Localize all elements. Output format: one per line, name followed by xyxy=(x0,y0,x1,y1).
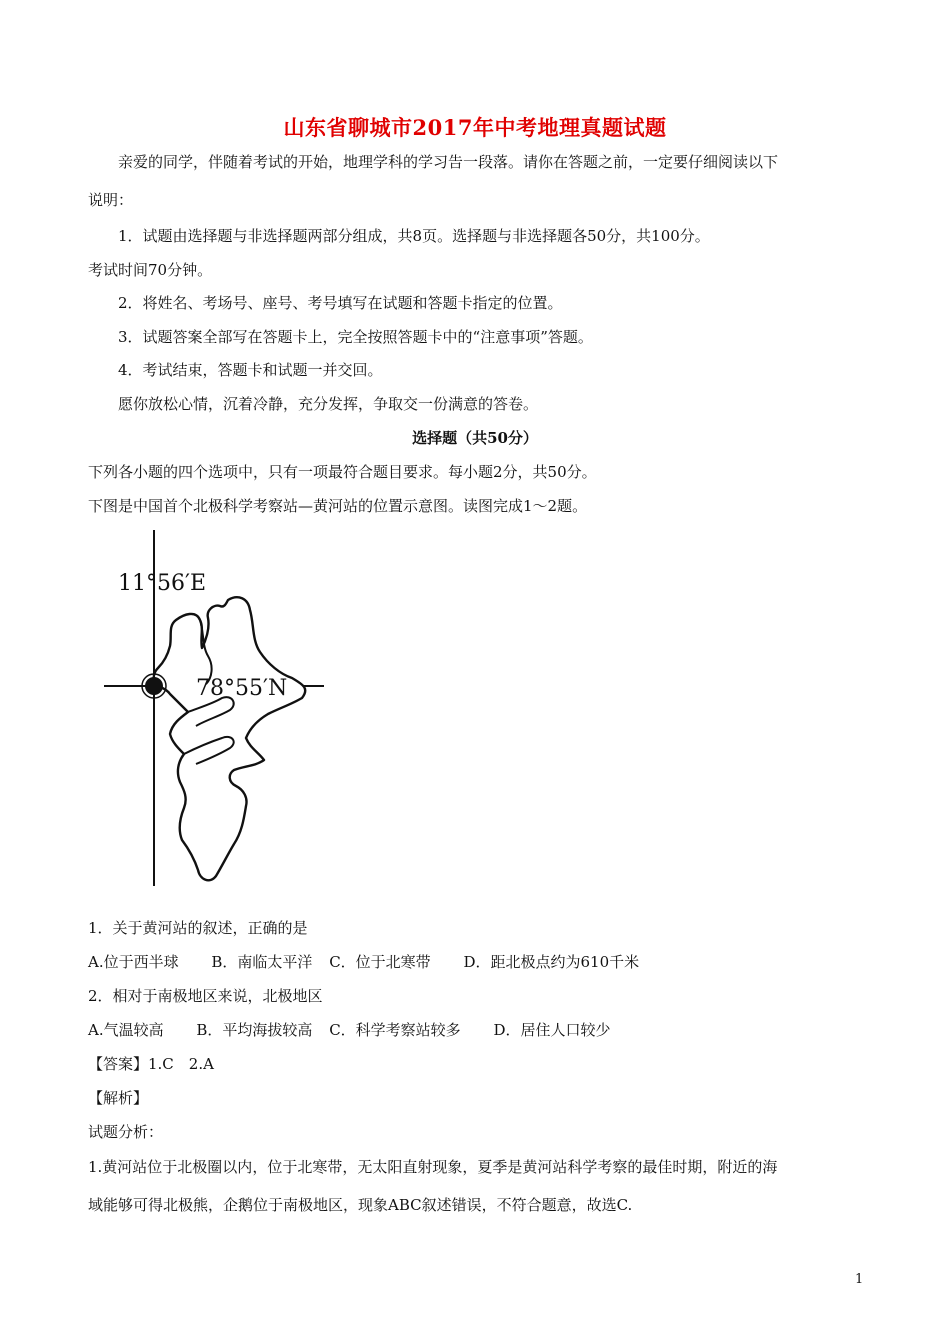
option-a: A.位于西半球 xyxy=(88,953,179,971)
instruction-item-4: 4．考试结束，答题卡和试题一并交回。 xyxy=(118,361,383,379)
latitude-label: 78°55′N xyxy=(196,676,288,701)
question-2-stem: 2．相对于南极地区来说，北极地区 xyxy=(88,987,323,1005)
page-number: 1 xyxy=(855,1272,864,1287)
analysis-line-1: 1.黄河站位于北极圈以内，位于北寒带，无太阳直射现象，夏季是黄河站科学考察的最佳时期，附近的海 xyxy=(88,1158,778,1176)
huanghe-station-map xyxy=(88,528,338,888)
instruction-item-1-cont: 考试时间70分钟。 xyxy=(88,261,213,279)
option-b: B．南临太平洋 xyxy=(211,953,313,971)
section-instruction: 下列各小题的四个选项中，只有一项最符合题目要求。每小题2分，共50分。 xyxy=(88,463,597,481)
analysis-line-2: 域能够可得北极熊，企鹅位于南极地区，现象ABC叙述错误，不符合题意，故选C. xyxy=(88,1196,633,1214)
analysis-intro: 试题分析： xyxy=(88,1123,164,1141)
section-heading: 选择题（共50分） xyxy=(412,429,538,447)
option-b: B．平均海拔较高 xyxy=(196,1021,313,1039)
answer-line: 【答案】1.C 2.A xyxy=(88,1055,214,1073)
instruction-item-1: 1．试题由选择题与非选择题两部分组成，共8页。选择题与非选择题各50分，共100分。 xyxy=(118,227,710,245)
option-c: C．科学考察站较多 xyxy=(329,1021,461,1039)
page-title: 山东省聊城市2017年中考地理真题试题 xyxy=(283,115,667,140)
intro-line-2: 说明： xyxy=(88,191,134,209)
instruction-item-3: 3．试题答案全部写在答题卡上，完全按照答题卡中的“注意事项”答题。 xyxy=(118,328,593,346)
question-2-options xyxy=(88,1020,611,1040)
island-outline xyxy=(154,597,305,880)
option-a: A.气温较高 xyxy=(88,1021,164,1039)
analysis-heading: 【解析】 xyxy=(88,1089,149,1107)
longitude-label: 11°56′E xyxy=(118,571,207,596)
option-d: D．距北极点约为610千米 xyxy=(463,953,640,971)
intro-line-1: 亲爱的同学，伴随着考试的开始，地理学科的学习告一段落。请你在答题之前，一定要仔细阅读以下 xyxy=(118,153,779,171)
option-d: D．居住人口较少 xyxy=(493,1021,611,1039)
option-c: C．位于北寒带 xyxy=(329,953,431,971)
wish-line: 愿你放松心情，沉着冷静，充分发挥，争取交一份满意的答卷。 xyxy=(118,395,539,413)
question-1-stem: 1．关于黄河站的叙述，正确的是 xyxy=(88,919,308,937)
station-marker xyxy=(145,677,163,695)
figure-intro: 下图是中国首个北极科学考察站—黄河站的位置示意图。读图完成1～2题。 xyxy=(88,497,588,515)
question-1-options xyxy=(88,952,639,972)
instruction-item-2: 2．将姓名、考场号、座号、考号填写在试题和答题卡指定的位置。 xyxy=(118,294,563,312)
